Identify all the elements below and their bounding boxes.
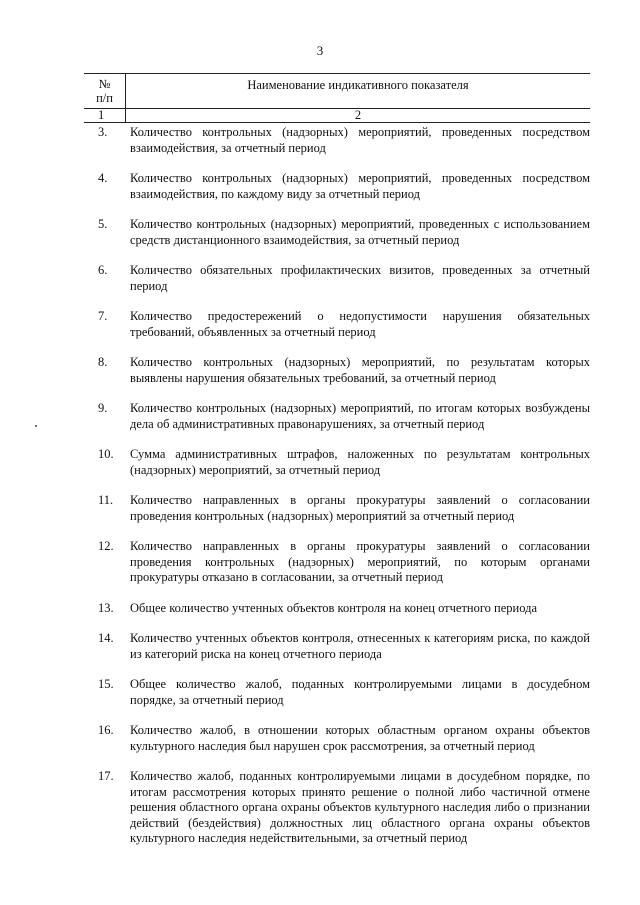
indicator-text: Количество направленных в органы прокуратуры заявлений о согласовании проведения контрольных (надзорных) мероприятий, по которым органами прокуратуры отказано в согласовании, за отчетный период bbox=[130, 539, 590, 584]
indicator-row bbox=[84, 493, 590, 524]
indicator-row bbox=[84, 447, 590, 478]
column-header-number bbox=[84, 74, 126, 108]
indicator-number: 6. bbox=[98, 263, 108, 277]
indicator-number: 8. bbox=[98, 355, 108, 369]
indicator-number: 15. bbox=[98, 677, 114, 691]
column-header-number-line1: № bbox=[98, 77, 111, 91]
indicator-row bbox=[84, 263, 590, 294]
indicator-text: Количество обязательных профилактических визитов, проведенных за отчетный период bbox=[130, 263, 590, 293]
page-number: 3 bbox=[316, 43, 324, 58]
indicator-number: 14. bbox=[98, 631, 114, 645]
indicator-text: Количество контрольных (надзорных) мероприятий, проведенных с использованием средств дистанционного взаимодействия, за отчетный период bbox=[130, 217, 590, 247]
indicator-text: Количество контрольных (надзорных) мероприятий, по итогам которых возбуждены дела об административных правонарушениях, за отчетный период bbox=[130, 401, 590, 431]
indicator-text: Количество контрольных (надзорных) мероприятий, по результатам которых выявлены нарушения обязательных требований, за отчетный период bbox=[130, 355, 590, 385]
indicator-text: Количество контрольных (надзорных) мероприятий, проведенных посредством взаимодействия, по каждому виду за отчетный период bbox=[130, 171, 590, 201]
scan-speck bbox=[35, 425, 37, 427]
indicator-row bbox=[84, 631, 590, 662]
table-header bbox=[84, 73, 590, 123]
indicator-list bbox=[84, 125, 590, 862]
indicator-number: 11. bbox=[98, 493, 114, 507]
indicator-row bbox=[84, 539, 590, 586]
column-index-1: 1 bbox=[84, 109, 126, 122]
indicator-row bbox=[84, 769, 590, 847]
indicator-row bbox=[84, 217, 590, 248]
table-column-index-row bbox=[84, 108, 590, 122]
indicator-row bbox=[84, 171, 590, 202]
indicator-text: Количество жалоб, в отношении которых областным органом охраны объектов культурного наследия был нарушен срок рассмотрения, за отчетный период bbox=[130, 723, 590, 753]
indicator-row bbox=[84, 401, 590, 432]
indicator-number: 10. bbox=[98, 447, 114, 461]
column-header-number-line2: п/п bbox=[96, 91, 113, 105]
indicator-text: Сумма административных штрафов, наложенных по результатам контрольных (надзорных) мероприятий, за отчетный период bbox=[130, 447, 590, 477]
indicator-text: Общее количество учтенных объектов контроля на конец отчетного периода bbox=[130, 600, 538, 615]
indicator-number: 12. bbox=[98, 539, 114, 553]
indicator-number: 13. bbox=[98, 600, 114, 615]
indicator-row bbox=[84, 677, 590, 708]
indicator-number: 16. bbox=[98, 723, 114, 737]
indicator-text: Количество жалоб, поданных контролируемыми лицами в досудебном порядке, по итогам рассмотрения которых принято решение о полной либо частичной отмене решения областного органа охраны объектов культурного наследия либо о признании действий (бездействия) должностных лиц областного органа охраны объектов культурного наследия недействительными, за отчетный период bbox=[130, 769, 590, 845]
column-header-name: Наименование индикативного показателя bbox=[247, 78, 469, 92]
indicator-text: Количество направленных в органы прокуратуры заявлений о согласовании проведения контрольных (надзорных) мероприятий за отчетный период bbox=[130, 493, 590, 523]
indicator-row bbox=[84, 601, 590, 617]
indicator-number: 17. bbox=[98, 769, 114, 783]
column-index-2: 2 bbox=[354, 108, 362, 122]
indicator-text: Количество учтенных объектов контроля, отнесенных к категориям риска, по каждой из категорий риска на конец отчетного периода bbox=[130, 631, 590, 661]
indicator-number: 4. bbox=[98, 171, 108, 185]
indicator-text: Количество контрольных (надзорных) мероприятий, проведенных посредством взаимодействия, за отчетный период bbox=[130, 125, 590, 155]
table-header-row bbox=[84, 74, 590, 108]
indicator-number: 7. bbox=[98, 309, 108, 323]
indicator-number: 5. bbox=[98, 217, 108, 231]
indicator-row bbox=[84, 309, 590, 340]
indicator-number: 9. bbox=[98, 401, 108, 415]
indicator-row bbox=[84, 723, 590, 754]
indicator-text: Количество предостережений о недопустимости нарушения обязательных требований, объявленных за отчетный период bbox=[130, 309, 590, 339]
indicator-text: Общее количество жалоб, поданных контролируемыми лицами в досудебном порядке, за отчетный период bbox=[130, 677, 590, 707]
indicator-row bbox=[84, 125, 590, 156]
indicator-number: 3. bbox=[98, 125, 108, 139]
indicator-row bbox=[84, 355, 590, 386]
